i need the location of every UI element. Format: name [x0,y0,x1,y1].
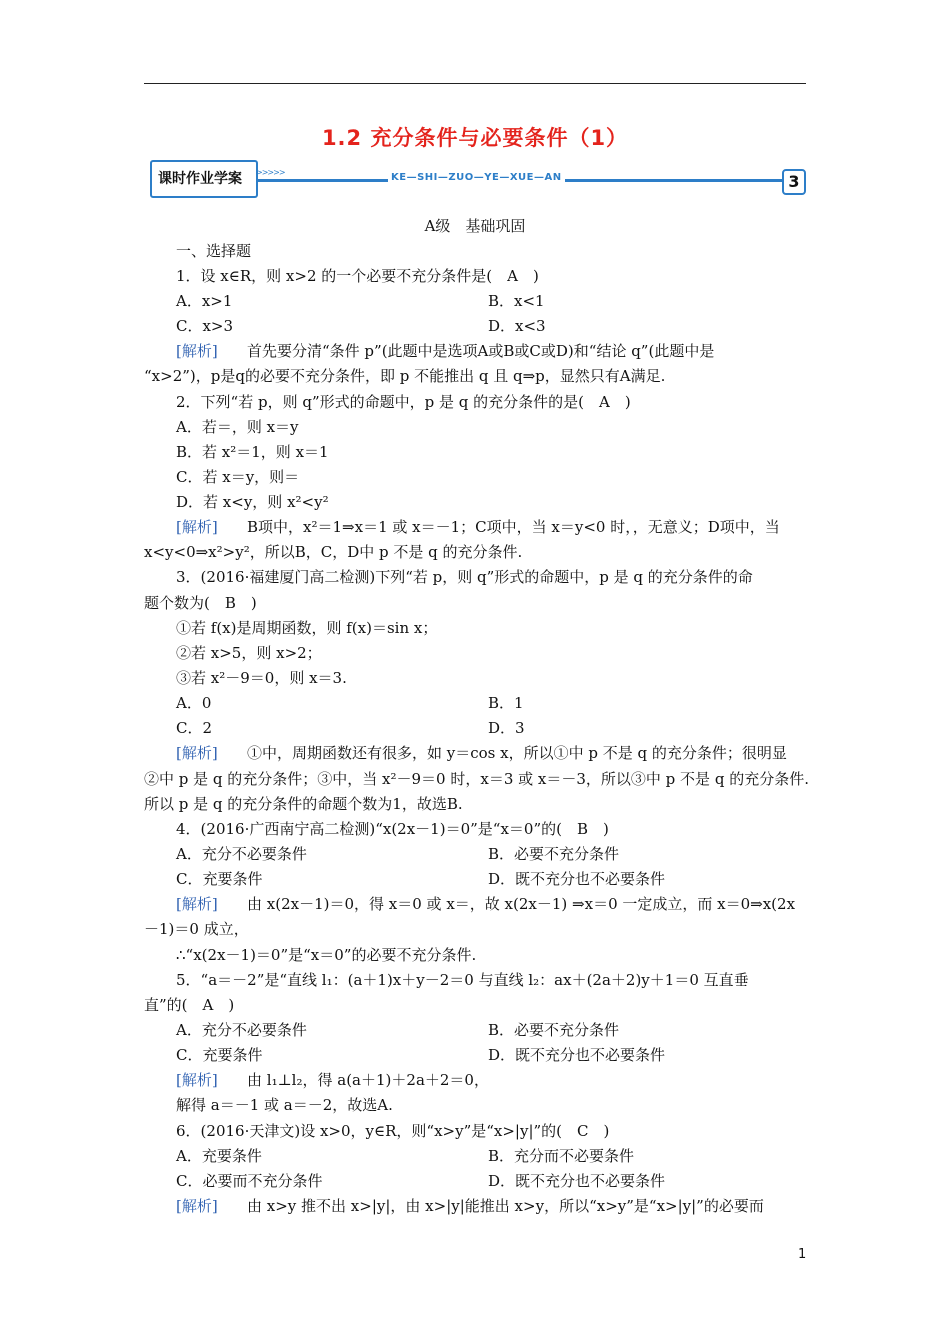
question-4: 4．(2016·广西南宁高二检测)“x(2x－1)＝0”是“x＝0”的( B ) [176,820,609,838]
question-1: 1．设 x∈R，则 x>2 的一个必要不充分条件是( A ) [176,267,539,285]
q3-option-a: A．0 [176,694,212,712]
q5-option-c: C．充要条件 [176,1046,263,1064]
q4-option-c: C．充要条件 [176,870,263,888]
question-2: 2．下列“若 p，则 q”形式的命题中，p 是 q 的充分条件的是( A ) [176,393,631,411]
section-banner [150,160,810,198]
q4-analysis-line: 由 x(2x－1)＝0，得 x＝0 或 x＝，故 x(2x－1) ⇒x＝0 一定成立，而 x＝0⇒x(2x [232,895,796,913]
q3-option-b: B．1 [488,694,524,712]
section-heading: 一、选择题 [176,242,252,260]
q6-analysis-line: 由 x>y 推不出 x>|y|，由 x>|y|能推出 x>y，所以“x>y”是“x>|y|”的必要而 [232,1197,764,1215]
q2-analysis-line: x<y<0⇒x²>y²，所以B，C，D中 p 不是 q 的充分条件. [144,543,523,561]
q6-option-c: C．必要而不充分条件 [176,1172,323,1190]
question-6: 6．(2016·天津文)设 x>0，y∈R，则“x>y”是“x>|y|”的( C ) [176,1122,610,1140]
q6-option-d: D．既不充分也不必要条件 [488,1172,666,1190]
q6-option-a: A．充要条件 [176,1147,262,1165]
page-number: 1 [798,1247,807,1262]
q6-analysis-tag: [解析] [176,1197,218,1215]
q2-option-c: C．若 x＝y，则＝ [176,468,300,486]
q6-option-b: B．充分而不必要条件 [488,1147,635,1165]
question-5-cont: 直”的( A ) [144,996,235,1014]
banner-label-box [150,160,258,198]
q1-analysis-line: “x>2”)，p是q的必要不充分条件，即 p 不能推出 q 且 q⇒p，显然只有A满足. [144,367,666,385]
page-title: 1.2 充分条件与必要条件（1） [321,126,629,150]
q1-analysis-line: 首先要分清“条件 p”(此题中是选项A或B或C或D)和“结论 q”(此题中是 [232,342,715,360]
level-heading: A级 基础巩固 [424,217,526,235]
q3-statement-3: ③若 x²－9＝0，则 x＝3. [176,669,347,687]
question-3: 3．(2016·福建厦门高二检测)下列“若 p，则 q”形式的命题中，p 是 q 的充分条件的命 [176,568,753,586]
top-rule [144,83,806,84]
q3-statement-2: ②若 x>5，则 x>2； [176,644,322,662]
q1-analysis-tag: [解析] [176,342,218,360]
q3-analysis-line: ②中 p 是 q 的充分条件；③中，当 x²－9＝0 时，x＝3 或 x＝－3，所以③中 p 不是 q 的充分条件. [144,770,809,788]
q3-analysis-line: 所以 p 是 q 的充分条件的命题个数为1，故选B. [144,795,463,813]
question-3-cont: 题个数为( B ) [144,594,257,612]
q4-analysis-line: ∴“x(2x－1)＝0”是“x＝0”的必要不充分条件. [176,946,477,964]
banner-number: 3 [782,169,806,195]
q3-option-c: C．2 [176,719,213,737]
q5-option-b: B．必要不充分条件 [488,1021,620,1039]
q2-option-b: B．若 x²＝1，则 x＝1 [176,443,329,461]
q5-option-d: D．既不充分也不必要条件 [488,1046,666,1064]
banner-pinyin: KE—SHI—ZUO—YE—XUE—AN [388,172,565,183]
q2-analysis-tag: [解析] [176,518,218,536]
q3-option-d: D．3 [488,719,525,737]
banner-arrows: >>>>> [256,168,285,177]
q4-analysis-line: －1)＝0 成立， [144,920,249,938]
q5-analysis-line: 解得 a＝－1 或 a＝－2，故选A. [176,1096,393,1114]
q1-option-c: C．x>3 [176,317,234,335]
q1-option-a: A．x>1 [176,292,233,310]
q1-option-b: B．x<1 [488,292,545,310]
q2-option-a: A．若＝，则 x＝y [176,418,299,436]
q3-analysis-line: ①中，周期函数还有很多，如 y＝cos x，所以①中 p 不是 q 的充分条件；很明显 [232,744,787,762]
q2-analysis-line: B项中，x²＝1⇒x＝1 或 x＝－1；C项中，当 x＝y<0 时，，无意义；D项中，当 [232,518,780,536]
q3-analysis-tag: [解析] [176,744,218,762]
q5-option-a: A．充分不必要条件 [176,1021,307,1039]
q4-option-a: A．充分不必要条件 [176,845,307,863]
q5-analysis-tag: [解析] [176,1071,218,1089]
q2-option-d: D．若 x<y，则 x²<y² [176,493,329,511]
banner-label: 课时作业学案 [158,171,242,187]
q5-analysis-line: 由 l₁⊥l₂，得 a(a＋1)＋2a＋2＝0， [232,1071,489,1089]
q4-option-b: B．必要不充分条件 [488,845,620,863]
q4-option-d: D．既不充分也不必要条件 [488,870,666,888]
question-5: 5．“a＝－2”是“直线 l₁：(a＋1)x＋y－2＝0 与直线 l₂：ax＋(2a＋2)y＋1＝0 互直垂 [176,971,749,989]
q3-statement-1: ①若 f(x)是周期函数，则 f(x)＝sin x； [176,619,438,637]
q4-analysis-tag: [解析] [176,895,218,913]
q1-option-d: D．x<3 [488,317,546,335]
